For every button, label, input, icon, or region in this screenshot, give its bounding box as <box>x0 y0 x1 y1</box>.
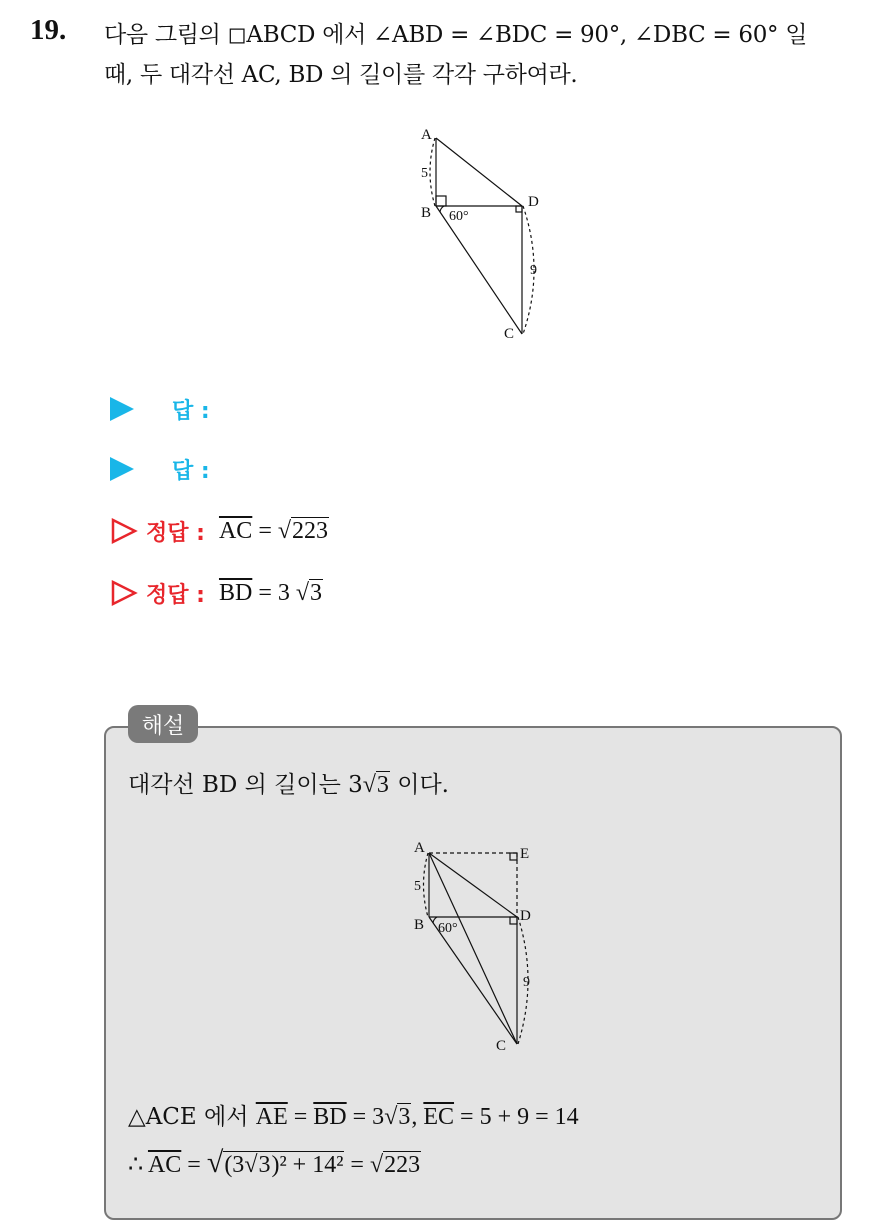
label-dc-length: 9 <box>530 263 537 278</box>
label-angle: 60° <box>438 921 458 936</box>
segment-ad <box>436 138 522 206</box>
right-angle-d <box>516 206 522 212</box>
question-line-2: 때, 두 대각선 AC, BD 의 길이를 각각 구하여라. <box>104 62 578 88</box>
label-d: D <box>528 194 539 210</box>
solution-line-2: △ACE 에서 $\overline{AE} = \overline{BD} = 3√3$, $\overline{EC} = 5 + 9 = 14$ <box>128 1104 579 1130</box>
dimension-arc-ab <box>430 138 435 206</box>
label-b: B <box>421 205 432 221</box>
outline-triangle-icon <box>110 517 138 545</box>
label-c: C <box>496 1038 507 1054</box>
play-triangle-icon <box>110 457 134 481</box>
label-dc-length: 9 <box>523 975 530 990</box>
angle-arc-b <box>433 917 437 923</box>
dimension-arc-ab <box>424 853 429 917</box>
label-ab-length: 5 <box>414 879 421 894</box>
label-a: A <box>414 840 425 856</box>
angle-arc-b <box>440 206 444 212</box>
label-a: A <box>421 127 432 143</box>
right-angle-d <box>510 917 517 924</box>
right-angle-b <box>436 196 446 206</box>
correct-answer-label: 정답 : <box>146 582 205 608</box>
solution-line-1: 대각선 BD 의 길이는 3√3 이다. <box>128 772 449 798</box>
play-triangle-icon <box>110 397 134 421</box>
correct-answer-row-2 <box>110 577 323 609</box>
solution-tag: 해설 <box>128 705 198 743</box>
figure-solution <box>400 832 550 1062</box>
outline-triangle-icon <box>110 579 138 607</box>
segment-ac <box>429 853 517 1044</box>
solution-line-3: ∴ $\overline{AC} = √(3√3)^2 + 14^2 = √223$ <box>128 1146 421 1179</box>
question-line-1: 다음 그림의 ◻ABCD 에서 ∠ABD = ∠BDC = 90°, ∠DBC = 60° 일 <box>104 22 808 48</box>
segment-bc <box>436 206 522 334</box>
answer-label: 답 : <box>172 398 210 424</box>
segment-ad <box>429 853 517 917</box>
question-number: 19. <box>30 14 67 46</box>
label-angle: 60° <box>449 209 469 224</box>
answer-row-1 <box>110 393 210 425</box>
segment-bc <box>429 917 517 1044</box>
figure-quadrilateral <box>405 120 555 350</box>
answer-label: 답 : <box>172 458 210 484</box>
label-b: B <box>414 917 425 933</box>
correct-answer-label: 정답 : <box>146 520 205 546</box>
correct-answer-row-1 <box>110 515 329 547</box>
right-angle-e <box>510 853 517 860</box>
answer-row-2 <box>110 453 210 485</box>
label-d: D <box>520 908 531 924</box>
correct-answer-2-expression: $\overline{BD} = 3$ √3 <box>218 579 323 606</box>
label-ab-length: 5 <box>421 166 428 181</box>
label-c: C <box>504 326 515 342</box>
label-e: E <box>520 846 530 862</box>
correct-answer-1-expression: $\overline{AC} = √223$ <box>218 517 329 544</box>
